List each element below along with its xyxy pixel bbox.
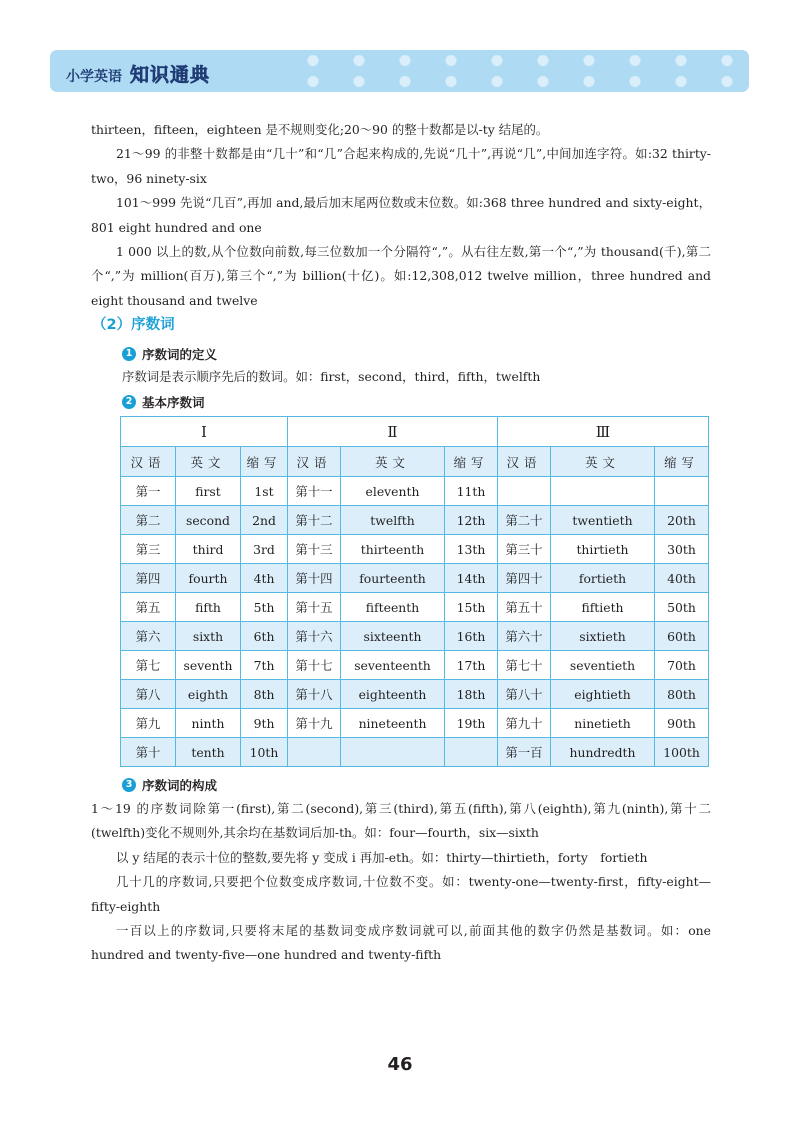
intro-text <box>91 118 711 313</box>
table-cell: seventeenth <box>341 651 445 680</box>
table-row <box>121 680 709 709</box>
paragraph: 几十几的序数词,只要把个位数变成序数词,十位数不变。如：twenty-one—twenty-first，fifty-eight—fifty-eighth <box>91 874 711 914</box>
table-cell: 7th <box>241 651 288 680</box>
table-cell: ninetieth <box>551 709 655 738</box>
table-cell: sixteenth <box>341 622 445 651</box>
table-cell: 第七 <box>121 651 176 680</box>
number-badge: 2 <box>122 395 136 409</box>
table-cell: first <box>176 477 241 506</box>
table-cell: fiftieth <box>551 593 655 622</box>
table-cell: fifteenth <box>341 593 445 622</box>
table-cell: tenth <box>176 738 241 767</box>
table-cell: 第十六 <box>288 622 341 651</box>
table-cell: thirteenth <box>341 535 445 564</box>
column-header: 汉语 <box>288 447 341 477</box>
column-header: 缩写 <box>655 447 709 477</box>
table-cell: 第十七 <box>288 651 341 680</box>
table-cell: 第二十 <box>498 506 551 535</box>
table-cell: 第一百 <box>498 738 551 767</box>
table-cell: fifth <box>176 593 241 622</box>
table-row <box>121 738 709 767</box>
table-cell: twelfth <box>341 506 445 535</box>
table-cell: 9th <box>241 709 288 738</box>
table-cell: 80th <box>655 680 709 709</box>
number-badge: 1 <box>122 347 136 361</box>
table-row <box>121 477 709 506</box>
table-cell <box>341 738 445 767</box>
table-cell: seventh <box>176 651 241 680</box>
table-cell: 2nd <box>241 506 288 535</box>
table-cell: 17th <box>445 651 498 680</box>
table-cell: thirtieth <box>551 535 655 564</box>
table-cell: 70th <box>655 651 709 680</box>
column-header: 缩写 <box>241 447 288 477</box>
number-badge: 3 <box>122 778 136 792</box>
table-cell: 4th <box>241 564 288 593</box>
group-header: Ⅰ <box>121 417 288 447</box>
table-cell: 第十 <box>121 738 176 767</box>
subheading-definition <box>122 345 217 363</box>
table-row <box>121 709 709 738</box>
table-cell: 50th <box>655 593 709 622</box>
table-cell: 第十一 <box>288 477 341 506</box>
ordinal-table <box>120 416 709 767</box>
column-header: 汉语 <box>121 447 176 477</box>
banner-pattern <box>290 50 749 92</box>
table-cell <box>498 477 551 506</box>
table-cell: 40th <box>655 564 709 593</box>
table-cell: hundredth <box>551 738 655 767</box>
table-cell: 8th <box>241 680 288 709</box>
table-cell: sixtieth <box>551 622 655 651</box>
table-cell: 第十三 <box>288 535 341 564</box>
table-cell: 第九 <box>121 709 176 738</box>
table-cell: 第二 <box>121 506 176 535</box>
table-cell: sixth <box>176 622 241 651</box>
table-body <box>121 447 709 767</box>
column-header: 缩写 <box>445 447 498 477</box>
table-cell: seventieth <box>551 651 655 680</box>
table-row <box>121 506 709 535</box>
subheading-label: 基本序数词 <box>142 395 205 410</box>
table-row <box>121 535 709 564</box>
table-cell: 第七十 <box>498 651 551 680</box>
table-cell <box>655 477 709 506</box>
table-cell: second <box>176 506 241 535</box>
page-number: 46 <box>387 1054 413 1075</box>
table-row <box>121 593 709 622</box>
table-row <box>121 651 709 680</box>
table-cell: 第五 <box>121 593 176 622</box>
table-cell: eightieth <box>551 680 655 709</box>
table-cell: 14th <box>445 564 498 593</box>
subheading-formation <box>122 776 217 794</box>
subheading-label: 序数词的定义 <box>142 347 218 362</box>
paragraph: 21～99 的非整十数都是由“几十”和“几”合起来构成的,先说“几十”,再说“几”,中间加连字符。如:32 thirty-two，96 ninety-six <box>91 146 711 186</box>
table-cell: 1st <box>241 477 288 506</box>
section-heading: （2）序数词 <box>92 317 175 333</box>
paragraph: thirteen，fifteen，eighteen 是不规则变化;20～90 的整十数都是以-ty 结尾的。 <box>91 122 549 137</box>
table-cell: 12th <box>445 506 498 535</box>
table-cell: 第十四 <box>288 564 341 593</box>
group-header: Ⅱ <box>288 417 498 447</box>
table-cell: 20th <box>655 506 709 535</box>
table-cell: 第三十 <box>498 535 551 564</box>
table-cell: 第十八 <box>288 680 341 709</box>
table-cell: 第三 <box>121 535 176 564</box>
table-cell: third <box>176 535 241 564</box>
table-cell: 第十二 <box>288 506 341 535</box>
paragraph: 一百以上的序数词,只要将末尾的基数词变成序数词就可以,前面其他的数字仍然是基数词。如：one hundred and twenty-five—one hundred and twenty-fifth <box>91 923 711 963</box>
header-banner <box>50 50 749 92</box>
table-cell: 第一 <box>121 477 176 506</box>
table-cell: eighth <box>176 680 241 709</box>
table-cell: fortieth <box>551 564 655 593</box>
table-cell: 19th <box>445 709 498 738</box>
table-cell: 第十五 <box>288 593 341 622</box>
subheading-label: 序数词的构成 <box>142 778 218 793</box>
table-cell: 第八 <box>121 680 176 709</box>
table-cell: 30th <box>655 535 709 564</box>
column-header: 汉语 <box>498 447 551 477</box>
table-row <box>121 564 709 593</box>
table-cell: 第六十 <box>498 622 551 651</box>
table-cell <box>445 738 498 767</box>
group-header: Ⅲ <box>498 417 709 447</box>
table-cell: 第八十 <box>498 680 551 709</box>
paragraph: 101～999 先说“几百”,再加 and,最后加末尾两位数或末位数。如:368 three hundred and sixty-eight，801 eight hundred and one <box>91 195 711 235</box>
table-cell: 90th <box>655 709 709 738</box>
table-cell: 第十九 <box>288 709 341 738</box>
table-row <box>121 622 709 651</box>
table-cell: 5th <box>241 593 288 622</box>
table-cell: 11th <box>445 477 498 506</box>
table-cell: twentieth <box>551 506 655 535</box>
formation-text <box>91 797 711 968</box>
table-cell: 第五十 <box>498 593 551 622</box>
definition-text: 序数词是表示顺序先后的数词。如：first，second，third，fifth，twelfth <box>122 369 541 384</box>
column-header: 英文 <box>176 447 241 477</box>
table-cell: 第九十 <box>498 709 551 738</box>
paragraph: 1～19 的序数词除第一(first),第二(second),第三(third),第五(fifth),第八(eighth),第九(ninth),第十二(twelfth)变化不规则外,其余均在基数词后加-th。如：four—fourth，six—sixth <box>91 801 711 841</box>
table-cell: 16th <box>445 622 498 651</box>
table-cell: 3rd <box>241 535 288 564</box>
paragraph: 1 000 以上的数,从个位数向前数,每三位数加一个分隔符“,”。从右往左数,第一个“,”为 thousand(千),第二个“,”为 million(百万),第三个“,”为 billion(十亿)。如:12,308,012 twelve million，three hundred and eight thousand and twelve <box>91 244 711 308</box>
table-cell: 10th <box>241 738 288 767</box>
book-title <box>66 60 210 87</box>
column-header-row <box>121 447 709 477</box>
table-cell: 第四十 <box>498 564 551 593</box>
table-cell: 13th <box>445 535 498 564</box>
table-cell <box>551 477 655 506</box>
table-cell: 6th <box>241 622 288 651</box>
table-cell: nineteenth <box>341 709 445 738</box>
table-cell: 第六 <box>121 622 176 651</box>
column-header: 英文 <box>551 447 655 477</box>
table-cell: 60th <box>655 622 709 651</box>
table-cell <box>288 738 341 767</box>
table-cell: eleventh <box>341 477 445 506</box>
table-cell: ninth <box>176 709 241 738</box>
table-cell: fourth <box>176 564 241 593</box>
table-cell: 第四 <box>121 564 176 593</box>
table-cell: 18th <box>445 680 498 709</box>
subheading-basic <box>122 393 205 411</box>
table-cell: 100th <box>655 738 709 767</box>
book-main-title: 知识通典 <box>130 64 211 86</box>
paragraph: 以 y 结尾的表示十位的整数,要先将 y 变成 i 再加-eth。如：thirty—thirtieth，forty fortieth <box>116 849 648 865</box>
table-cell: 15th <box>445 593 498 622</box>
column-header: 英文 <box>341 447 445 477</box>
book-subtitle: 小学英语 <box>66 69 122 85</box>
table-cell: eighteenth <box>341 680 445 709</box>
table-cell: fourteenth <box>341 564 445 593</box>
